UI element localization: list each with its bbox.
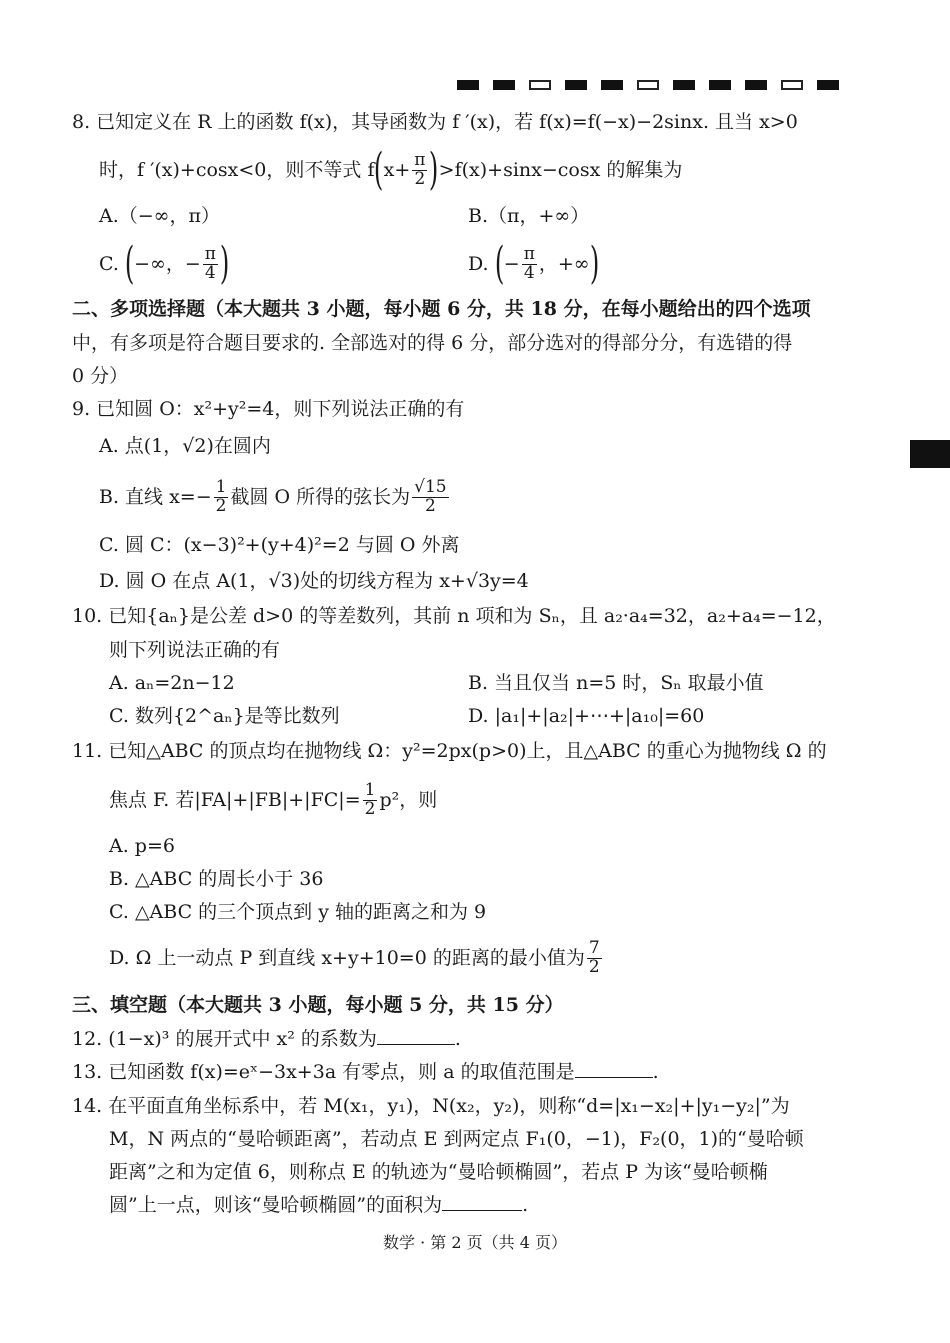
q8-option-c-letter: C. (99, 252, 119, 275)
right-paren: ) (219, 238, 230, 289)
q11-line-2-start: 焦点 F. 若|FA|+|FB|+|FC|= (109, 788, 361, 811)
q14-line-1: 14. 在平面直角坐标系中，若 M(x₁，y₁)，N(x₂，y₂)，则称“d=|x₁−x₂|+|y₁−y₂|”为 (72, 1095, 790, 1117)
q12 (72, 1030, 461, 1049)
q14-line-3: 距离”之和为定值 6，则称点 E 的轨迹为“曼哈顿椭圆”，若点 P 为该“曼哈顿椭 (109, 1161, 768, 1183)
right-paren: ) (589, 238, 599, 289)
left-paren: ( (494, 238, 504, 289)
q12-text: 12. (1−x)³ 的展开式中 x² 的系数为 (72, 1028, 377, 1050)
q14-line-2: M，N 两点的“曼哈顿距离”，若动点 E 到两定点 F₁(0，−1)，F₂(0，1)的“曼哈顿 (109, 1128, 804, 1150)
fraction-pi-over-4 (203, 243, 218, 283)
denominator: 4 (204, 262, 216, 283)
q8-line-1: 8. 已知定义在 R 上的函数 f(x)，其导函数为 f ′(x)，若 f(x)=f(−x)−2sinx. 且当 x>0 (72, 111, 798, 133)
left-paren: ( (374, 144, 384, 195)
q8-line-2 (99, 144, 683, 195)
answer-blank[interactable] (377, 1030, 455, 1045)
denominator: 2 (588, 956, 600, 977)
q12-end: . (454, 1028, 461, 1050)
q10-option-d: D. |a₁|+|a₂|+⋯+|a₁₀|=60 (468, 705, 705, 727)
filled-mark (565, 80, 587, 90)
denominator: 2 (215, 495, 227, 516)
q10-option-a: A. aₙ=2n−12 (109, 672, 235, 694)
q10-line-1: 10. 已知{aₙ}是公差 d>0 的等差数列，其前 n 项和为 Sₙ，且 a₂·a₄=32，a₂+a₄=−12， (72, 605, 836, 627)
numerator: π (523, 243, 535, 264)
filled-mark (817, 80, 839, 90)
q8-option-d-letter: D. (468, 252, 489, 275)
q11-option-d-text: D. Ω 上一动点 P 到直线 x+y+10=0 的距离的最小值为 (109, 946, 585, 969)
filled-mark (745, 80, 767, 90)
q8-line-2-end: >f(x)+sinx−cosx 的解集为 (438, 158, 683, 181)
numerator: √15 (414, 476, 447, 497)
header-mark-strip (457, 80, 839, 90)
denominator: 4 (523, 262, 535, 283)
q8-option-d-sign: − (503, 252, 520, 275)
q9-option-b (99, 473, 451, 521)
filled-mark (493, 80, 515, 90)
answer-blank[interactable] (575, 1063, 653, 1078)
q9-option-b-start: B. 直线 x=− (99, 485, 212, 508)
fraction-pi-over-4 (522, 243, 537, 283)
numerator: 1 (364, 779, 376, 800)
q8-frac-prefix: x+ (383, 158, 411, 181)
q8-option-a: A.（−∞，π） (99, 205, 220, 227)
outline-mark (781, 80, 803, 90)
filled-mark (601, 80, 623, 90)
q9-option-b-mid: 截圆 O 所得的弦长为 (230, 485, 411, 508)
q11-option-d (109, 934, 604, 982)
fraction-one-half (214, 476, 229, 516)
denominator: 2 (414, 168, 426, 189)
numerator: 1 (215, 476, 227, 497)
q8-line-2-start: 时，f ′(x)+cosx<0，则不等式 f (99, 158, 375, 181)
q11-option-c: C. △ABC 的三个顶点到 y 轴的距离之和为 9 (109, 901, 487, 923)
right-paren: ) (429, 144, 439, 195)
q9-option-a: A. 点(1，√2)在圆内 (99, 435, 271, 457)
q11-line-1: 11. 已知△ABC 的顶点均在抛物线 Ω：y²=2px(p>0)上，且△ABC 的重心为抛物线 Ω 的 (72, 740, 827, 762)
q8-option-d (468, 238, 599, 289)
filled-mark (709, 80, 731, 90)
q14-line-4-text: 圆”上一点，则该“曼哈顿椭圆”的面积为 (109, 1194, 443, 1216)
q8-option-d-text: ，+∞ (538, 252, 590, 275)
q9-option-d: D. 圆 O 在点 A(1，√3)处的切线方程为 x+√3y=4 (99, 570, 529, 592)
edge-index-tab (910, 440, 950, 468)
q8-option-b: B.（π，+∞） (468, 205, 590, 227)
left-paren: ( (124, 238, 135, 289)
q14-line-4 (109, 1196, 528, 1215)
numerator: π (414, 149, 426, 170)
q13-end: . (652, 1061, 659, 1083)
q11-line-2 (109, 776, 437, 824)
fraction-pi-over-2 (412, 149, 427, 189)
section-2-line-3: 0 分） (72, 365, 129, 387)
q14-end: . (522, 1194, 529, 1216)
section-3-heading: 三、填空题（本大题共 3 小题，每小题 5 分，共 15 分） (72, 994, 564, 1016)
q13 (72, 1063, 659, 1082)
q9-stem: 9. 已知圆 O：x²+y²=4，则下列说法正确的有 (72, 398, 465, 420)
denominator: 2 (424, 495, 436, 516)
filled-mark (457, 80, 479, 90)
q11-option-a: A. p=6 (109, 835, 175, 857)
section-2-line-2: 中，有多项是符合题目要求的. 全部选对的得 6 分，部分选对的得部分分，有选错的得 (72, 332, 793, 354)
outline-mark (529, 80, 551, 90)
q8-option-c (99, 238, 230, 289)
fraction-one-half (363, 779, 378, 819)
denominator: 2 (364, 798, 376, 819)
fraction-sqrt15-over-2 (412, 476, 448, 516)
q10-option-b: B. 当且仅当 n=5 时，Sₙ 取最小值 (468, 672, 764, 694)
q9-option-c: C. 圆 C：(x−3)²+(y+4)²=2 与圆 O 外离 (99, 534, 460, 556)
fraction-seven-half (587, 937, 602, 977)
q10-option-c: C. 数列{2^aₙ}是等比数列 (109, 705, 340, 727)
q11-option-b: B. △ABC 的周长小于 36 (109, 868, 324, 890)
q13-text: 13. 已知函数 f(x)=eˣ−3x+3a 有零点，则 a 的取值范围是 (72, 1061, 575, 1083)
q10-line-2: 则下列说法正确的有 (109, 639, 281, 661)
page-footer: 数学 · 第 2 页（共 4 页） (383, 1233, 567, 1252)
filled-mark (673, 80, 695, 90)
q8-option-c-text: −∞，− (134, 252, 201, 275)
answer-blank[interactable] (442, 1196, 522, 1211)
outline-mark (637, 80, 659, 90)
numerator: π (204, 243, 216, 264)
q11-line-2-end: p²，则 (379, 788, 438, 811)
numerator: 7 (588, 937, 600, 958)
section-2-heading: 二、多项选择题（本大题共 3 小题，每小题 6 分，共 18 分，在每小题给出的四个选项 (72, 298, 811, 320)
